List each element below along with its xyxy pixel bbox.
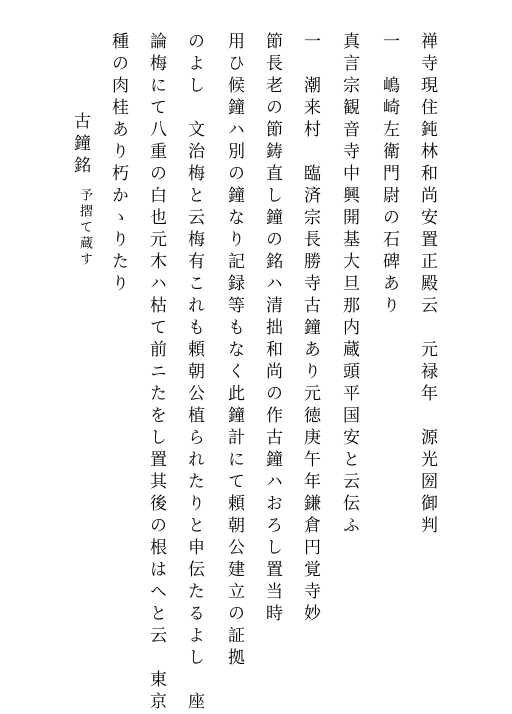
text-column-6: 用ひ候鐘ハ別の鐘なり記録等もなく此鐘計にて頼朝公建立の証拠 [224, 32, 244, 670]
text-column-5: 節長老の節鋳直し鐘の銘ハ清拙和尚の作古鐘ハおろし置当時 [262, 32, 282, 626]
text-column-3: 真言宗観音寺中興開基大旦那内蔵頭平国安と云伝ふ [339, 32, 359, 538]
note-rubbing-kept: 予摺て蔵す [77, 188, 92, 268]
text-column-7: のよし 文治梅と云梅有これも頼朝公植られたりと申伝たるよし 座 [184, 32, 204, 714]
text-column-8: 論梅にて八重の白也元木ハ枯て前ニたをし置其後の根はへと云 東京 [146, 32, 166, 714]
text-column-4: 一 潮来村 臨済宗長勝寺古鐘あり元徳庚午年鎌倉円覚寺妙 [300, 32, 320, 626]
heading-old-bell-inscription: 古鐘銘 [70, 112, 90, 178]
text-column-1: 禅寺現住鈍林和尚安置正殿云 元禄年 源光圀御判 [417, 32, 437, 538]
text-column-2: 一 嶋崎左衛門尉の石碑あり [379, 32, 399, 318]
text-column-9: 種の肉桂あり朽かゝりたり [108, 32, 128, 296]
